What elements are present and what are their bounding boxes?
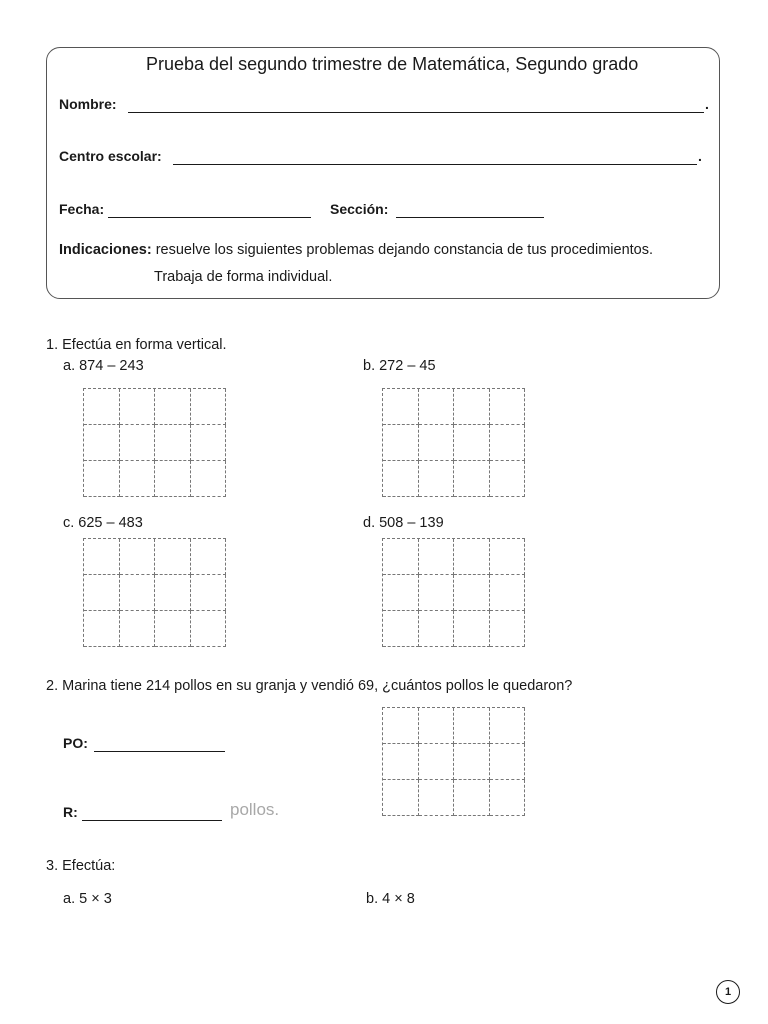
grid-cell[interactable] xyxy=(191,539,227,575)
fecha-field[interactable] xyxy=(108,217,311,218)
grid-cell[interactable] xyxy=(383,539,419,575)
grid-cell[interactable] xyxy=(419,744,455,780)
grid-cell[interactable] xyxy=(84,611,120,647)
grid-cell[interactable] xyxy=(191,461,227,497)
grid-cell[interactable] xyxy=(419,575,455,611)
grid-cell[interactable] xyxy=(490,780,526,816)
grid-cell[interactable] xyxy=(191,611,227,647)
grid-cell[interactable] xyxy=(419,461,455,497)
grid-cell[interactable] xyxy=(454,611,490,647)
r-unit: pollos. xyxy=(230,800,280,819)
q1-a-answer-grid[interactable] xyxy=(83,388,226,497)
q1-item-d: d. 508 – 139 xyxy=(363,515,444,531)
q1-c-answer-grid[interactable] xyxy=(83,538,226,647)
grid-cell[interactable] xyxy=(454,539,490,575)
centro-period: . xyxy=(698,148,702,164)
grid-cell[interactable] xyxy=(490,611,526,647)
grid-cell[interactable] xyxy=(120,575,156,611)
grid-cell[interactable] xyxy=(383,744,419,780)
q2-answer-grid[interactable] xyxy=(382,707,525,816)
centro-escolar-field[interactable] xyxy=(173,164,697,165)
q1-item-c: c. 625 – 483 xyxy=(63,515,143,531)
grid-cell[interactable] xyxy=(120,461,156,497)
grid-cell[interactable] xyxy=(155,425,191,461)
grid-cell[interactable] xyxy=(120,389,156,425)
header-box xyxy=(46,47,720,299)
q3-prompt: 3. Efectúa: xyxy=(46,858,116,874)
grid-cell[interactable] xyxy=(490,425,526,461)
q1-d-answer-grid[interactable] xyxy=(382,538,525,647)
indicaciones xyxy=(59,242,653,258)
seccion-field[interactable] xyxy=(396,217,544,218)
grid-cell[interactable] xyxy=(155,611,191,647)
q1-item-a: a. 874 – 243 xyxy=(63,358,144,374)
page-title: Prueba del segundo trimestre de Matemática, Segundo grado xyxy=(146,54,639,74)
grid-cell[interactable] xyxy=(155,461,191,497)
grid-cell[interactable] xyxy=(84,575,120,611)
grid-cell[interactable] xyxy=(84,389,120,425)
grid-cell[interactable] xyxy=(490,389,526,425)
seccion-label: Sección: xyxy=(330,201,389,217)
grid-cell[interactable] xyxy=(120,611,156,647)
grid-cell[interactable] xyxy=(490,575,526,611)
grid-cell[interactable] xyxy=(454,461,490,497)
grid-cell[interactable] xyxy=(383,780,419,816)
grid-cell[interactable] xyxy=(120,539,156,575)
grid-cell[interactable] xyxy=(490,539,526,575)
indicaciones-label: Indicaciones: xyxy=(59,242,152,258)
grid-cell[interactable] xyxy=(84,425,120,461)
nombre-period: . xyxy=(705,96,709,112)
grid-cell[interactable] xyxy=(191,389,227,425)
grid-cell[interactable] xyxy=(454,389,490,425)
grid-cell[interactable] xyxy=(383,425,419,461)
grid-cell[interactable] xyxy=(454,780,490,816)
grid-cell[interactable] xyxy=(120,425,156,461)
grid-cell[interactable] xyxy=(419,708,455,744)
grid-cell[interactable] xyxy=(419,389,455,425)
q2-prompt: 2. Marina tiene 214 pollos en su granja y vendió 69, ¿cuántos pollos le quedaron? xyxy=(46,678,573,694)
r-field[interactable] xyxy=(82,820,222,821)
nombre-field[interactable] xyxy=(128,112,704,113)
q1-prompt: 1. Efectúa en forma vertical. xyxy=(46,337,227,353)
grid-cell[interactable] xyxy=(419,539,455,575)
grid-cell[interactable] xyxy=(490,744,526,780)
grid-cell[interactable] xyxy=(155,389,191,425)
indicaciones-text-2: Trabaja de forma individual. xyxy=(154,269,333,285)
grid-cell[interactable] xyxy=(191,425,227,461)
grid-cell[interactable] xyxy=(454,744,490,780)
grid-cell[interactable] xyxy=(454,575,490,611)
grid-cell[interactable] xyxy=(419,425,455,461)
grid-cell[interactable] xyxy=(383,611,419,647)
grid-cell[interactable] xyxy=(454,708,490,744)
grid-cell[interactable] xyxy=(84,539,120,575)
grid-cell[interactable] xyxy=(155,539,191,575)
q1-item-b: b. 272 – 45 xyxy=(363,358,436,374)
q1-b-answer-grid[interactable] xyxy=(382,388,525,497)
po-field[interactable] xyxy=(94,751,225,752)
grid-cell[interactable] xyxy=(383,708,419,744)
grid-cell[interactable] xyxy=(383,389,419,425)
grid-cell[interactable] xyxy=(383,461,419,497)
fecha-label: Fecha: xyxy=(59,201,105,217)
grid-cell[interactable] xyxy=(419,611,455,647)
q3-item-b: b. 4 × 8 xyxy=(366,891,415,907)
r-label: R: xyxy=(63,804,78,820)
po-label: PO: xyxy=(63,735,88,751)
grid-cell[interactable] xyxy=(419,780,455,816)
grid-cell[interactable] xyxy=(490,461,526,497)
grid-cell[interactable] xyxy=(84,461,120,497)
grid-cell[interactable] xyxy=(454,425,490,461)
nombre-label: Nombre: xyxy=(59,96,117,112)
page-number: 1 xyxy=(716,980,740,1004)
grid-cell[interactable] xyxy=(383,575,419,611)
q3-item-a: a. 5 × 3 xyxy=(63,891,112,907)
centro-escolar-label: Centro escolar: xyxy=(59,148,162,164)
grid-cell[interactable] xyxy=(155,575,191,611)
grid-cell[interactable] xyxy=(490,708,526,744)
indicaciones-text: resuelve los siguientes problemas dejando constancia de tus procedimientos. xyxy=(155,242,654,258)
grid-cell[interactable] xyxy=(191,575,227,611)
